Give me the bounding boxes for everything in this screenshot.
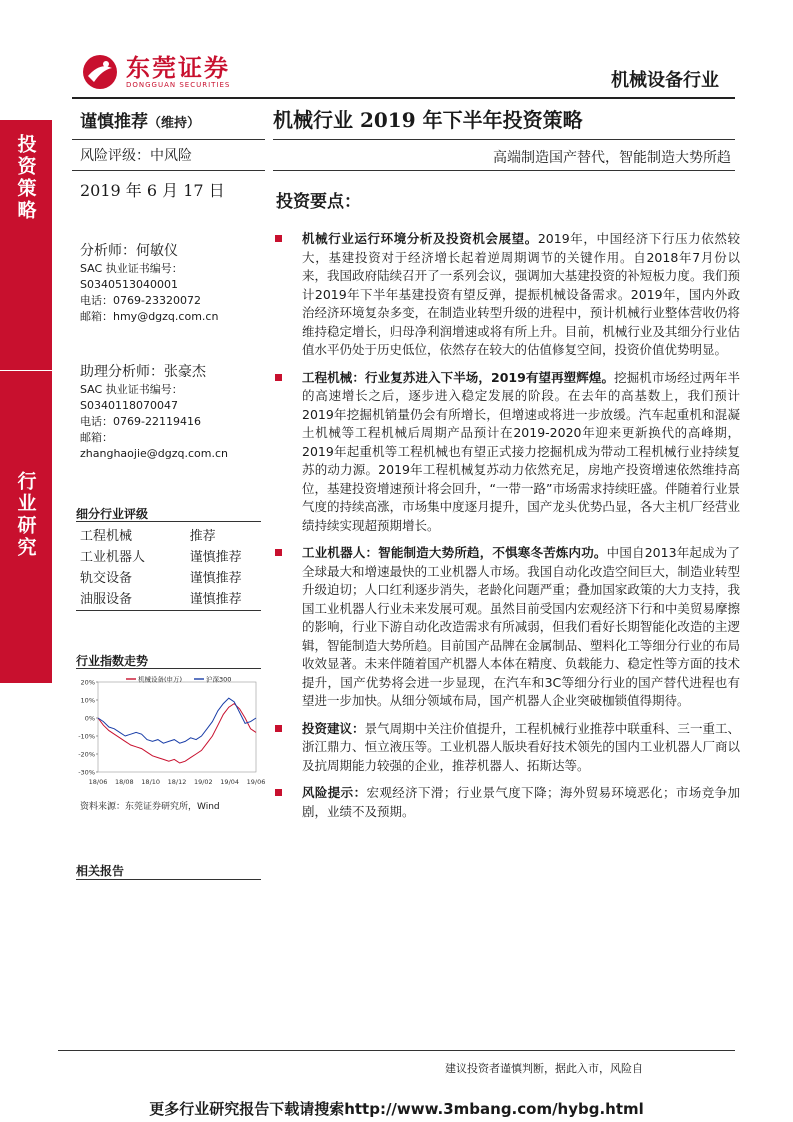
sub-industry-rating: 谨慎推荐 (189, 592, 242, 607)
risk-level: 风险评级：中风险 (80, 148, 192, 164)
bullet-text: 宏观经济下滑；行业景气度下降；海外贸易环境恶化；市场竞争加剧，业绩不及预期。 (302, 785, 740, 819)
bullet-square-icon (275, 374, 282, 381)
sub-rating-title: 细分行业评级 (76, 507, 149, 521)
bullet-text: 2019年，中国经济下行压力依然较大，基建投资对于经济增长起着逆周期调节的关键作用。自2018年7月份以来，我国政府陆续召开了一系列会议，强调加大基建投资的补短板力度。我们预计2019年下半年基建投资有望反弹，提振机械设备需求。2019年，国内外政治经济环境复杂多变，在制造业转型升级的进程中，预计机械行业整体营收仍将维持稳定增长，归母净利润增速或将有所上升。目前，机械行业及其细分行业估值水平仍处于历史低位，依然存在较大的估值修复空间，投资价值优势明显。 (302, 231, 740, 357)
bullet-square-icon (275, 789, 282, 796)
legend-label: 机械设备(申万) (138, 675, 183, 684)
y-tick-label: 0% (84, 714, 95, 723)
x-tick-label: 19/02 (193, 778, 213, 786)
divider (76, 668, 261, 669)
bullet-lead: 投资建议： (302, 720, 365, 736)
divider (72, 170, 265, 171)
y-tick-label: -20% (78, 750, 95, 759)
analyst-sac-label: SAC 执业证书编号： (80, 262, 183, 275)
bullet-lead: 机械行业运行环境分析及投资机会展望。 (302, 231, 538, 246)
table-row (80, 524, 260, 545)
trend-chart (76, 672, 266, 794)
x-tick-label: 18/10 (141, 778, 161, 786)
list-item (272, 230, 740, 360)
side-band-strategy: 投资策略 (0, 120, 52, 370)
divider (273, 139, 735, 140)
bullet-text: 挖掘机市场经过两年半的高速增长之后，逐步进入稳定发展的阶段。在去年的高基数上，我们预计2019年挖掘机销量仍会有所增长，但增速或将进一步放缓。汽车起重机和混凝土机械等工程机械后周期产品预计在2019-2020年迎来更新换代的高峰期，2019年起重机等工程机械也有望正式接力挖掘机成为带动工程机械行业持续复苏的动力源。2019年工程机械复苏动力依然充足，房地产投资增速依然维持高位，基建投资增速预计将会回升，“一带一路”市场需求持续旺盛。伴随着行业景气度的持续高涨，市场集中度逐月提升，国产龙头优势凸显，各大主机厂经营业绩持续实现超预期增长。 (302, 369, 740, 533)
analyst-block (80, 241, 218, 325)
bullet-square-icon (275, 549, 282, 556)
plot-frame (98, 682, 256, 772)
assistant-analyst-block (80, 362, 228, 462)
x-tick-label: 18/12 (167, 778, 187, 786)
related-reports-title: 相关报告 (76, 864, 125, 878)
footer-download-link[interactable]: 更多行业研究报告下载请搜索http://www.3mbang.com/hybg.html (149, 1100, 644, 1118)
legend-label: 沪深300 (206, 675, 232, 684)
sub-industry-rating: 谨慎推荐 (189, 550, 242, 565)
x-tick-label: 19/04 (220, 778, 240, 786)
key-points-title: 投资要点： (276, 192, 361, 212)
rating-label (80, 107, 200, 132)
bullet-text: 景气周期中关注价值提升，工程机械行业推荐中联重科、三一重工、浙江鼎力、恒立液压等。工业机器人版块看好技术领先的国内工业机器人厂商以及抗周期能力较强的企业，推荐机器人、拓斯达等。 (302, 720, 740, 773)
footer-divider (58, 1050, 735, 1051)
list-item (272, 369, 740, 536)
chart-source: 资料来源：东莞证券研究所，Wind (80, 802, 220, 812)
bullet-square-icon (275, 725, 282, 732)
bullet-lead: 风险提示： (302, 785, 367, 800)
trend-chart-svg (76, 672, 266, 794)
analyst-email-label: 邮箱： (80, 431, 113, 444)
logo-mark-icon (80, 52, 120, 92)
analyst-email[interactable]: hmy@dgzq.com.cn (113, 310, 219, 323)
y-tick-label: 10% (80, 696, 95, 705)
analyst-email-label: 邮箱： (80, 310, 113, 323)
rating-value: 谨慎推荐 (80, 112, 148, 132)
divider (76, 610, 261, 611)
bullet-lead: 工业机器人：智能制造大势所趋，不惧寒冬苦炼内功。 (302, 545, 607, 560)
analyst-email[interactable]: zhanghaojie@dgzq.com.cn (80, 447, 228, 460)
trend-chart-title: 行业指数走势 (76, 654, 149, 668)
x-tick-label: 18/08 (114, 778, 134, 786)
rating-status: （维持） (148, 116, 201, 131)
analyst-name: 助理分析师：张豪杰 (80, 364, 206, 380)
sub-industry-name: 工业机器人 (80, 550, 146, 565)
logo-english-name: DONGGUAN SECURITIES (126, 81, 231, 89)
header-divider (72, 97, 735, 99)
bullet-lead: 工程机械：行业复苏进入下半场，2019有望再塑辉煌。 (302, 369, 615, 385)
analyst-tel: 电话：0769-22119416 (80, 415, 201, 428)
logo-chinese-name: 东莞证券 (126, 54, 230, 82)
sub-industry-name: 轨交设备 (80, 571, 133, 586)
sub-industry-name: 油服设备 (80, 592, 133, 607)
industry-label: 机械设备行业 (611, 70, 719, 91)
analyst-sac-label: SAC 执业证书编号： (80, 383, 183, 396)
y-tick-label: 20% (80, 678, 95, 687)
sub-industry-name: 工程机械 (80, 529, 133, 544)
company-logo (80, 52, 230, 92)
analyst-sac: S0340513040001 (80, 278, 178, 291)
bullet-text: 中国自2013年起成为了全球最大和增速最快的工业机器人市场。我国自动化改造空间巨大，制造业转型升级迫切；人口红利逐步消失，老龄化问题严重；叠加国家政策的大力支持，我国工业机器人行业未来发展可观。虽然目前受国内宏观经济下行和中美贸易摩擦的影响，行业下游自动化改造需求有所减弱，但我们看好长期智能化改造的主逻辑，智能制造大势所趋。目前国产品牌在金属制品、塑料化工等细分行业的布局收效显著。未来伴随着国产机器人本体在精度、负载能力、稳定性等方面的技术提升，国产优势将会进一步显现，在汽车和3C等细分行业的国产替代进程也有望进一步加快。从细分领域布局，国产机器人企业突破枷锁值得期待。 (302, 545, 740, 708)
list-item (272, 784, 740, 821)
y-tick-label: -30% (78, 768, 95, 777)
analyst-tel: 电话：0769-23320072 (80, 294, 201, 307)
x-tick-label: 18/06 (88, 778, 108, 786)
report-date: 2019 年 6 月 17 日 (80, 181, 225, 200)
analyst-email-row (80, 309, 218, 325)
table-row (80, 587, 260, 608)
sub-industry-rating: 推荐 (189, 529, 216, 544)
divider (76, 521, 261, 522)
sub-rating-table (80, 524, 260, 608)
divider (76, 879, 261, 880)
analyst-sac: S0340118070047 (80, 399, 178, 412)
divider (72, 139, 265, 140)
list-item (272, 544, 740, 711)
table-row (80, 545, 260, 566)
report-subheading: 高端制造国产替代，智能制造大势所趋 (493, 150, 731, 166)
report-title: 机械行业 2019 年下半年投资策略 (273, 108, 583, 132)
table-row (80, 566, 260, 587)
analyst-name: 分析师：何敏仪 (80, 243, 178, 259)
side-band-research: 行业研究 (0, 371, 52, 683)
y-tick-label: -10% (78, 732, 95, 741)
bullet-square-icon (275, 235, 282, 242)
footer-disclaimer: 建议投资者谨慎判断，据此入市，风险自 (445, 1062, 643, 1075)
list-item (272, 720, 740, 776)
key-points-list (272, 230, 740, 830)
x-tick-label: 19/06 (246, 778, 266, 786)
divider (273, 170, 735, 171)
sub-industry-rating: 谨慎推荐 (189, 571, 242, 586)
